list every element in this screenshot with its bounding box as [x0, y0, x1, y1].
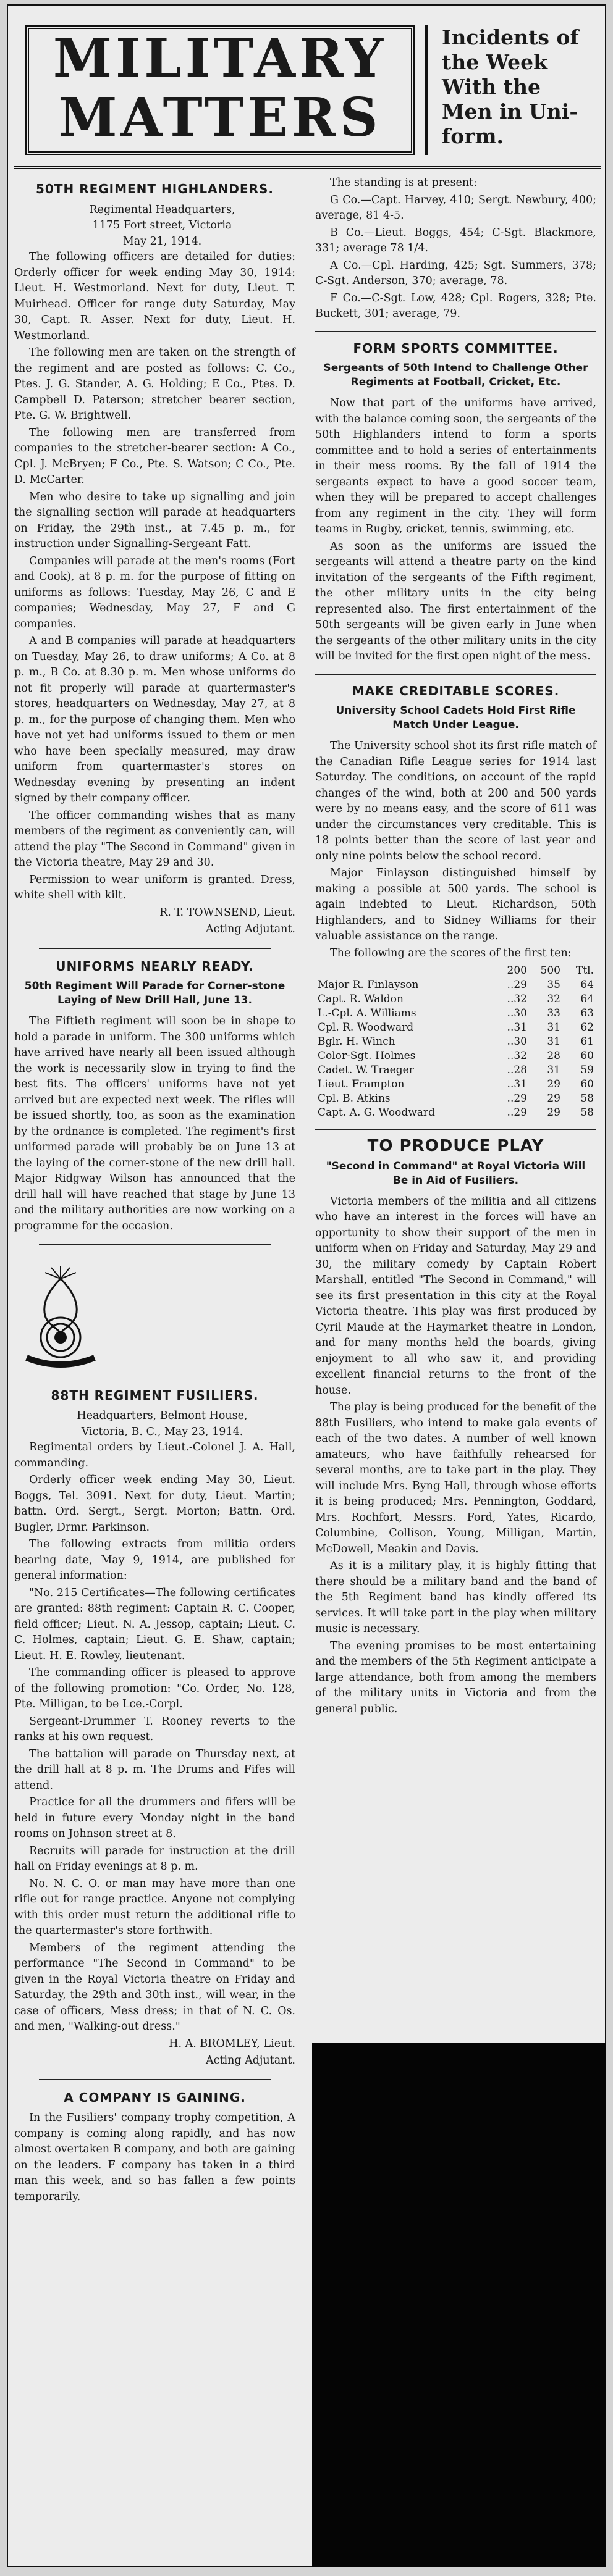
- paragraph: Orderly officer week ending May 30, Lieut. Boggs, Tel. 3091. Next for duty, Lieut. Martin; battn. Ord. Sergt., Sergt. Morton; Battn. Ord. Bugler, Drmr. Parkinson.: [14, 1474, 295, 1534]
- score-total: 60: [580, 1078, 594, 1090]
- paragraph: No. N. C. O. or man may have more than one rifle out for range practice. Anyone not complying with this order must return the additional rifle to the quartermaster's store forthwith.: [14, 1877, 295, 1937]
- newspaper-page: [7, 4, 606, 2567]
- article-heading-a-company: A COMPANY IS GAINING.: [64, 2089, 246, 2105]
- paragraph: The commanding officer is pleased to approve of the following promotion: "Co. Order, No. 128, Pte. Milligan, to be Lce.-Corpl.: [14, 1666, 295, 1710]
- paragraph: The following men are transferred from companies to the stretcher-bearer section: A Co., Cpl. J. McBryen; F Co., Pte. S. Watson; C Co., Pte. D. McCarter.: [14, 426, 295, 486]
- score-200: ..30: [507, 1035, 527, 1048]
- table-row: [315, 1063, 596, 1077]
- masthead-title-line1: MILITARY: [53, 27, 387, 90]
- divider: [315, 331, 596, 332]
- score-name: Color-Sgt. Holmes: [318, 1050, 416, 1062]
- header-cell: Ttl.: [575, 964, 594, 977]
- table-row: [315, 1077, 596, 1092]
- divider: [39, 1244, 271, 1245]
- score-500: 31: [547, 1035, 560, 1048]
- paragraph: The standing is at present:: [330, 177, 478, 189]
- header-cell: 500: [540, 964, 560, 977]
- divider: [39, 948, 271, 949]
- score-name: Lieut. Frampton: [318, 1078, 405, 1090]
- score-200: ..30: [507, 1007, 527, 1019]
- masthead-subtitle-line2: the Week: [442, 50, 547, 74]
- score-name: Bglr. H. Winch: [318, 1035, 395, 1048]
- score-500: 31: [547, 1064, 560, 1076]
- paragraph: A and B companies will parade at headquarters on Tuesday, May 26, to draw uniforms; A Co. at 8 p. m., B Co. at 8.30 p. m. Men whose uniforms do not fit properly will parade at quartermaster's stores, headquarters on Wednesday, May 27, at 8 p. m., for the purpose of changing them. Men who have not yet had uniforms issued to them or men who have been specially measured, may draw uniform from quartermaster's stores on Wednesday evening by presenting an indent signed by their company officer.: [14, 635, 295, 805]
- article-subhead: 50th Regiment Will Parade for Corner-stone Laying of New Drill Hall, June 13.: [24, 980, 285, 1006]
- paragraph: Sergeant-Drummer T. Rooney reverts to the ranks at his own request.: [14, 1715, 295, 1743]
- table-row: [315, 992, 596, 1006]
- article-heading-uniforms: UNIFORMS NEARLY READY.: [56, 958, 254, 974]
- score-name: Cpl. B. Atkins: [318, 1092, 391, 1105]
- score-500: 31: [547, 1021, 560, 1034]
- paragraph: Recruits will parade for instruction at the drill hall on Friday evenings at 8 p. m.: [14, 1844, 295, 1873]
- score-total: 63: [580, 1007, 594, 1019]
- paragraph: The following are the scores of the first ten:: [330, 947, 572, 960]
- paragraph: The following men are taken on the strength of the regiment and are posted as follows: C. Co., Ptes. J. G. Stander, A. G. Holding; E Co., Ptes. D. Campbell D. Paterson; stretcher bearer section, Pte. G. W. Brightwell.: [14, 346, 295, 422]
- hq-line: Regimental Headquarters,: [89, 203, 235, 216]
- score-total: 60: [580, 1050, 594, 1062]
- paragraph: Men who desire to take up signalling and join the signalling section will parade at headquarters on Friday, the 29th inst., at 7.45 p. m., for instruction under Signalling-Sergeant Fatt.: [14, 490, 295, 550]
- paragraph: As it is a military play, it is highly fitting that there should be a military band and the band of the 5th Regiment band has kindly offered its services. It will take part in the play when military music is necessary.: [315, 1560, 596, 1635]
- paragraph: Victoria members of the militia and all citizens who have an interest in the forces will have an opportunity to show their support of the men in uniform when on Friday and Saturday, May 29 and 30, the military comedy by Captain Robert Marshall, entitled "The Second in Command," will see its first presentation in this city at the Royal Victoria theatre. This play was first produced by Cyril Maude at the Haymarket theatre in London, and for many months held the boards, giving enjoyment to all who saw it, and providing excellent financial returns to the front of the house.: [315, 1195, 596, 1397]
- paragraph: Companies will parade at the men's rooms (Fort and Cook), at 8 p. m. for the purpose of fitting on uniforms as follows: Tuesday, May 26, C and E companies; Wednesday, May 27, F and G companies.: [14, 554, 295, 630]
- table-row: [315, 1021, 596, 1035]
- score-500: 29: [547, 1092, 560, 1105]
- standing-line: F Co.—C-Sgt. Low, 428; Cpl. Rogers, 328; Pte. Buckett, 301; average, 79.: [315, 291, 596, 320]
- score-200: ..28: [507, 1064, 527, 1076]
- article-subhead: "Second in Command" at Royal Victoria Will Be in Aid of Fusiliers.: [326, 1160, 586, 1187]
- divider: [315, 1129, 596, 1130]
- masthead-title: [25, 25, 415, 155]
- paragraph: The University school shot its first rifle match of the Canadian Rifle League series for 1914 last Saturday. The conditions, on account of the rapid changes of the wind, both at 200 and 500 yards were by no means easy, and the score of 611 was under the circumstances very creditable. This is 18 points better than the score of last year and only nine points below the school record.: [315, 740, 596, 863]
- masthead-subtitle: [425, 25, 592, 155]
- paragraph: The officer commanding wishes that as many members of the regiment as conveniently can, will attend the play "The Second in Command" given in the Victoria theatre, May 29 and 30.: [14, 809, 295, 869]
- score-500: 29: [547, 1078, 560, 1090]
- score-total: 64: [580, 979, 594, 991]
- score-200: ..32: [507, 993, 527, 1005]
- masthead-subtitle-line1: Incidents of: [442, 25, 579, 49]
- masthead: [14, 12, 601, 169]
- header-cell: 200: [507, 964, 527, 977]
- divider: [39, 2079, 271, 2080]
- score-total: 62: [580, 1021, 594, 1034]
- score-total: 64: [580, 993, 594, 1005]
- score-500: 29: [547, 1106, 560, 1119]
- table-row: [315, 1035, 596, 1049]
- dateline: Victoria, B. C., May 23, 1914.: [81, 1425, 243, 1438]
- score-total: 58: [580, 1092, 594, 1105]
- score-500: 33: [547, 1007, 560, 1019]
- scores-header-row: [315, 964, 596, 978]
- article-heading-88th-fusiliers: 88TH REGIMENT FUSILIERS.: [51, 1387, 259, 1403]
- left-column: [14, 175, 295, 2206]
- table-row: [315, 1106, 596, 1120]
- score-200: ..32: [507, 1050, 527, 1062]
- score-name: L.-Cpl. A. Williams: [318, 1007, 416, 1019]
- signature: R. T. TOWNSEND, Lieut.: [159, 906, 295, 919]
- score-500: 32: [547, 993, 560, 1005]
- score-name: Cpl. R. Woodward: [318, 1021, 414, 1034]
- table-row: [315, 1092, 596, 1106]
- standing-line: G Co.—Capt. Harvey, 410; Sergt. Newbury, 400; average, 81 4-5.: [315, 193, 596, 222]
- article-heading-scores: MAKE CREDITABLE SCORES.: [352, 683, 560, 698]
- masthead-title-line2: MATTERS: [58, 86, 382, 149]
- score-name: Capt. A. G. Woodward: [318, 1106, 435, 1119]
- divider: [315, 674, 596, 675]
- paragraph: Permission to wear uniform is granted. Dress, white shell with kilt.: [14, 873, 295, 901]
- paragraph: Now that part of the uniforms have arrived, with the balance coming soon, the sergeants of the 50th Highlanders intend to form a sports committee and to hold a series of entertainments in their mess rooms. By the fall of 1914 the sergeants expect to have a good soccer team, when they will be prepared to accept challenges from any regiment in the city. They will form teams in Rugby, cricket, tennis, swimming, etc.: [315, 397, 596, 535]
- hq-address: 1175 Fort street, Victoria: [92, 219, 232, 232]
- table-row: [315, 978, 596, 992]
- score-200: ..31: [507, 1078, 527, 1090]
- score-200: ..29: [507, 1106, 527, 1119]
- standing-line: A Co.—Cpl. Harding, 425; Sgt. Summers, 378; C-Sgt. Anderson, 370; average, 78.: [315, 259, 596, 287]
- score-500: 28: [547, 1050, 560, 1062]
- paragraph: The Fiftieth regiment will soon be in shape to hold a parade in uniform. The 300 uniforms which have arrived have nearly all been issued although the work is necessarily slow in trying to find the best fits. The officers' uniforms have not yet arrived but are expected next week. The rifles will be issued shortly, too, as soon as the examination by the ordnance is completed. The regiment's first uniformed parade will probably be on June 13 at the laying of the corner-stone of the new drill hall. Major Ridgway Wilson has announced that the drill hall will have reached that stage by June 13 and the military authorities are now working on a programme for the occasion.: [14, 1015, 295, 1232]
- table-row: [315, 1006, 596, 1021]
- paragraph: The battalion will parade on Thursday next, at the drill hall at 8 p. m. The Drums and Fifes will attend.: [14, 1747, 295, 1792]
- article-subhead: Sergeants of 50th Intend to Challenge Other Regiments at Football, Cricket, Etc.: [323, 362, 588, 388]
- paragraph: Major Finlayson distinguished himself by making a possible at 500 yards. The school is again indebted to Lieut. Richardson, 50th Highlanders, and to Sidney Williams for their valuable assistance on the range.: [315, 867, 596, 942]
- masthead-subtitle-line5: form.: [442, 124, 504, 148]
- signature-title: Acting Adjutant.: [206, 923, 295, 935]
- dateline: May 21, 1914.: [122, 235, 202, 248]
- paragraph: The evening promises to be most entertaining and the members of the 5th Regiment anticipate a large attendance, both from among the members of the military units in Victoria and from the general public.: [315, 1639, 596, 1715]
- blank-black-area: [312, 2043, 606, 2567]
- article-heading-sports: FORM SPORTS COMMITTEE.: [353, 340, 559, 356]
- scores-table: [315, 964, 596, 1120]
- signature-title: Acting Adjutant.: [206, 2054, 295, 2067]
- article-heading-play: TO PRODUCE PLAY: [367, 1137, 544, 1155]
- right-column: [315, 175, 596, 1718]
- paragraph: As soon as the uniforms are issued the sergeants will attend a theatre party on the kind invitation of the sergeants of the Fifth regiment, the other military units in the city being represented also. The first entertainment of the 50th sergeants will be given early in June when the sergeants of the other military units in the city will be invited for the first open night of the mess.: [315, 540, 596, 663]
- score-name: Cadet. W. Traeger: [318, 1064, 414, 1076]
- paragraph: Regimental orders by Lieut.-Colonel J. A. Hall, commanding.: [14, 1441, 295, 1470]
- regimental-badge-icon: [14, 1266, 107, 1371]
- score-500: 35: [547, 979, 560, 991]
- masthead-subtitle-line3: With the: [442, 75, 541, 99]
- paragraph: In the Fusiliers' company trophy competition, A company is coming along rapidly, and has now almost overtaken B company, and both are gaining on the leaders. F company has taken in a third man this week, and so has fallen a few points temporarily.: [14, 2112, 295, 2203]
- standing-line: B Co.—Lieut. Boggs, 454; C-Sgt. Blackmore, 331; average 78 1/4.: [315, 226, 596, 254]
- header-cell: [315, 964, 496, 978]
- score-total: 58: [580, 1106, 594, 1119]
- score-200: ..29: [507, 1092, 527, 1105]
- paragraph: Practice for all the drummers and fifers will be held in future every Monday night in the band rooms on Johnson street at 8.: [14, 1796, 295, 1840]
- score-200: ..31: [507, 1021, 527, 1034]
- paragraph: The following officers are detailed for duties: Orderly officer for week ending May 30, 1914: Lieut. H. Westmorland. Next for duty, Lieut. T. Muirhead. Officer for range duty Saturday, May 30, Capt. R. Asser. Next for duty, Lieut. H. Westmorland.: [14, 251, 295, 342]
- score-name: Capt. R. Waldon: [318, 993, 404, 1005]
- paragraph: The play is being produced for the benefit of the 88th Fusiliers, who intend to make gala events of each of the two dates. A number of well known amateurs, who have faithfully rehearsed for several months, are to take part in the play. They will include Mrs. Byng Hall, through whose efforts it is being produced; Mrs. Pennington, Goddard, Mrs. Rochfort, Messrs. Ford, Yates, Ricardo, Columbine, Collison, Young, Milligan, Martin, McDowell, Meakin and Davis.: [315, 1401, 596, 1555]
- score-total: 61: [580, 1035, 594, 1048]
- score-name: Major R. Finlayson: [318, 979, 419, 991]
- table-row: [315, 1049, 596, 1063]
- paragraph: The following extracts from militia orders bearing date, May 9, 1914, are published for general information:: [14, 1538, 295, 1582]
- article-subhead: University School Cadets Hold First Rifle Match Under League.: [336, 705, 576, 731]
- paragraph: "No. 215 Certificates—The following certificates are granted: 88th regiment: Captain R. C. Cooper, field officer; Lieut. N. A. Jessop, captain; Lieut. C. C. Holmes, captain; Lieut. G. E. Shaw, captain; Lieut. H. E. Rowley, lieutenant.: [14, 1586, 295, 1662]
- masthead-subtitle-line4: Men in Uni-: [442, 99, 578, 123]
- hq-line: Headquarters, Belmont House,: [77, 1410, 248, 1422]
- article-heading-50th-highlanders: 50TH REGIMENT HIGHLANDERS.: [36, 182, 274, 196]
- score-200: ..29: [507, 979, 527, 991]
- signature: H. A. BROMLEY, Lieut.: [169, 2037, 295, 2050]
- paragraph: Members of the regiment attending the performance "The Second in Command" to be given in the Royal Victoria theatre on Friday and Saturday, the 29th and 30th inst., will wear, in the case of officers, Mess dress; in that of N. C. Os. and men, "Walking-out dress.": [14, 1941, 295, 2033]
- score-total: 59: [580, 1064, 594, 1076]
